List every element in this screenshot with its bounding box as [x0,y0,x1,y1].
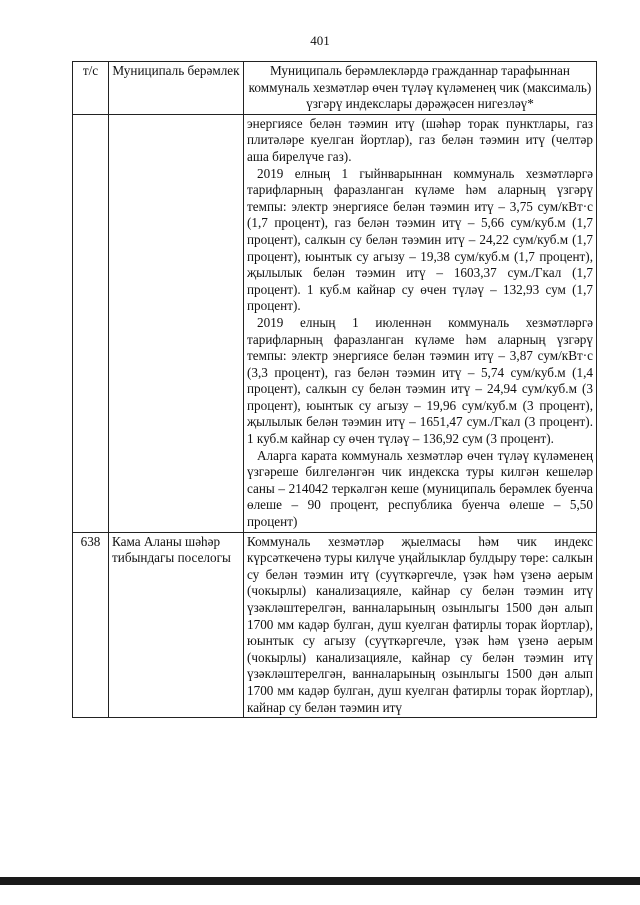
header-num: т/с [73,62,109,115]
tariff-table [72,61,597,718]
header-description: Муниципаль берәмлекләрдә гражданнар тарафыннан коммуналь хезмәтләр өчен түләү күләменең чик (максималь) үзгәрү индекслары дәрәҗәсен нигезләү* [244,62,597,115]
header-municipality: Муниципаль берәмлек [109,62,244,115]
table-row [73,532,597,718]
row-description [244,114,597,532]
paragraph: 2019 елның 1 гыйнварыннан коммуналь хезмәтләргә тарифларның фаразланган күләме һәм аларның үзгәрү темпы: электр энергиясе белән тәэмин итү – 3,75 сум/кВт·с (1,7 процент), газ белән тәэмин итү – 5,66 сум/куб.м (1,7 процент), салкын су белән тәэмин итү – 24,22 сум/куб.м (1,7 процент), юынтык су агызу – 19,38 сум/куб.м (1,7 процент), җылылык белән тәэмин итү – 1603,37 сум./Гкал (1,7 процент). 1 куб.м кайнар су өчен түләү – 132,93 сум (1,7 процент). [247,165,593,314]
page-number: 401 [310,33,330,48]
table-header-row [73,62,597,115]
paragraph: Коммуналь хезмәтләр җыелмасы һәм чик индекс күрсәткеченә туры килүче уңайлыклар булдыру төре: салкын су белән тәэмин итү (суүткәргечле, үзәк һәм үзенә аерым (чокырлы) канализацияле, кайнар су белән тәэмин итү үзәкләштерелгән, ванналарының озынлыгы 1500 дән алып 1700 мм кадәр булган, душ куелган фатирлы торак йортлар), юынтык су агызу (суүткәргечле, үзәк һәм үзенә аерым (чокырлы) канализацияле, кайнар су белән тәэмин итү үзәкләштерелгән, ванналарының озынлыгы 1500 дән алып 1700 мм кадәр булган, душ куелган фатирлы торак йортлар), кайнар су белән тәэмин итү [247,533,593,715]
paragraph: 2019 елның 1 июленнән коммуналь хезмәтләргә тарифларның фаразланган күләме һәм аларның үзгәрү темпы: электр энергиясе белән тәэмин итү – 3,87 сум/кВт·с (3,3 процент), газ белән тәэмин итү – 5,74 сум/куб.м (1,4 процент), салкын су белән тәэмин итү – 24,94 сум/куб.м (3 процент), юынтык су агызу – 19,96 сум/куб.м (3 процент), җылылык белән тәэмин итү – 1651,47 сум./Гкал (3 процент). 1 куб.м кайнар су өчен түләү – 136,92 сум (3 процент). [247,314,593,447]
paragraph: энергиясе белән тәэмин итү (шәһәр торак пунктлары, газ плитәләре куелган йортлар), газ белән тәэмин итү (челтәр аша бирелүче газ). [247,115,593,164]
row-municipality [109,114,244,532]
row-number: 638 [73,532,109,718]
row-description [244,532,597,718]
scan-edge-bar [0,877,640,885]
paragraph: Аларга карата коммуналь хезмәтләр өчен түләү күләменең үзгәреше билгеләнгән чик индекска туры килгән кешеләр саны – 214042 теркәлгән кеше (муниципаль берәмлек буенча өлеше – 90 процент, республика буенча өлеше – 5,50 процент) [247,447,593,530]
row-number [73,114,109,532]
table-row [73,114,597,532]
row-municipality: Кама Аланы шәһәр тибындагы поселогы [109,532,244,718]
